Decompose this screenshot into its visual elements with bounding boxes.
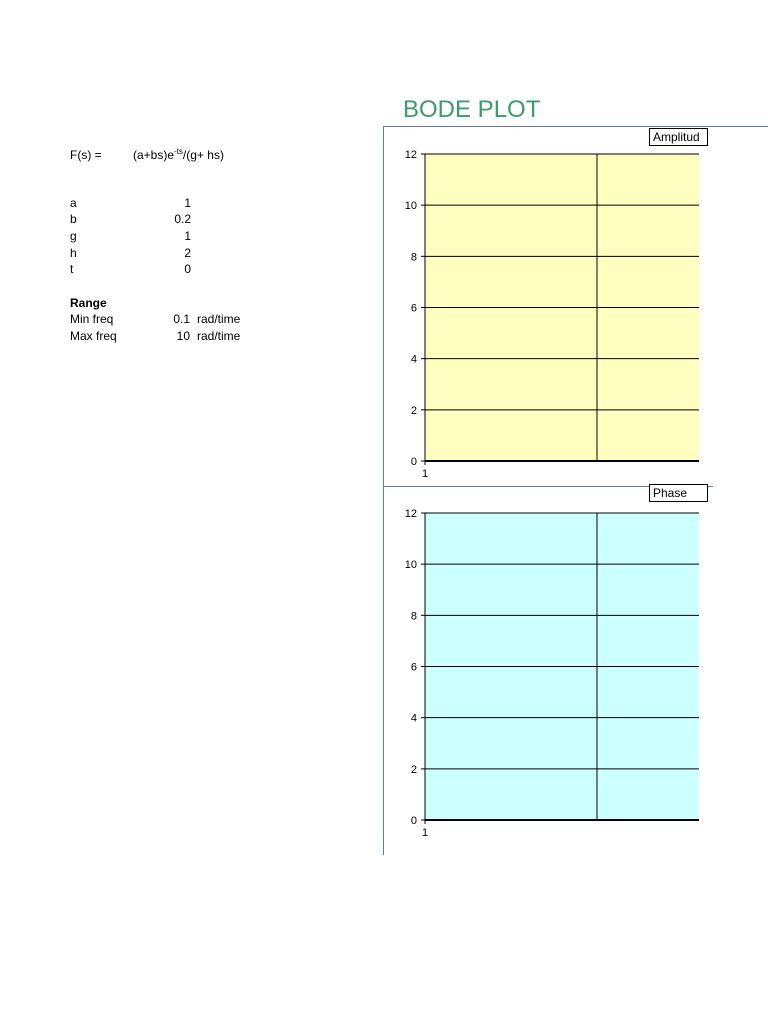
param-h-name: h <box>70 246 77 260</box>
range-heading: Range <box>70 296 107 310</box>
param-t-name: t <box>70 262 74 276</box>
amplitude-x-tick-label: 1 <box>421 468 429 480</box>
formula-post: /(g+ hs) <box>182 148 224 162</box>
param-b-value: 0.2 <box>174 212 191 226</box>
formula-label: F(s) = <box>70 148 102 162</box>
min-freq-unit: rad/time <box>197 312 241 326</box>
phase-y-tick-label: 4 <box>410 712 417 725</box>
formula-expression <box>133 148 224 162</box>
param-a-name: a <box>70 196 77 210</box>
phase-y-tick-label: 6 <box>410 661 417 674</box>
amplitude-y-tick-label: 4 <box>410 353 417 366</box>
amplitude-y-tick-label: 12 <box>404 149 417 161</box>
phase-y-tick-label: 10 <box>404 559 417 572</box>
amplitude-y-tick-label: 6 <box>410 302 417 315</box>
formula-pre: (a+bs)e <box>133 148 175 162</box>
phase-y-tick-label: 0 <box>410 815 417 827</box>
formula-exponent: -ts <box>174 147 183 156</box>
amplitude-y-tick-label: 10 <box>404 200 417 213</box>
param-h-value: 2 <box>184 246 191 260</box>
param-g-name: g <box>70 229 77 243</box>
phase-chart <box>384 487 699 852</box>
phase-legend: Phase <box>649 484 708 502</box>
param-t-value: 0 <box>184 262 191 276</box>
phase-x-tick-label: 1 <box>421 827 429 839</box>
phase-y-tick-label: 12 <box>404 508 417 520</box>
max-freq-value: 10 <box>176 329 190 343</box>
amplitude-y-tick-label: 0 <box>410 456 417 468</box>
amplitude-chart <box>384 126 699 486</box>
amplitude-y-tick-label: 2 <box>410 404 417 417</box>
min-freq-label: Min freq <box>70 312 114 326</box>
param-g-value: 1 <box>184 229 191 243</box>
max-freq-unit: rad/time <box>197 329 241 343</box>
page-title: BODE PLOT <box>403 96 541 123</box>
max-freq-label: Max freq <box>70 329 117 343</box>
amplitude-y-tick-label: 8 <box>410 251 417 264</box>
amplitude-legend: Amplitud <box>649 128 708 146</box>
min-freq-value: 0.1 <box>173 312 190 326</box>
param-a-value: 1 <box>184 196 191 210</box>
phase-y-tick-label: 8 <box>410 610 417 623</box>
phase-y-tick-label: 2 <box>410 763 417 776</box>
param-b-name: b <box>70 212 77 226</box>
